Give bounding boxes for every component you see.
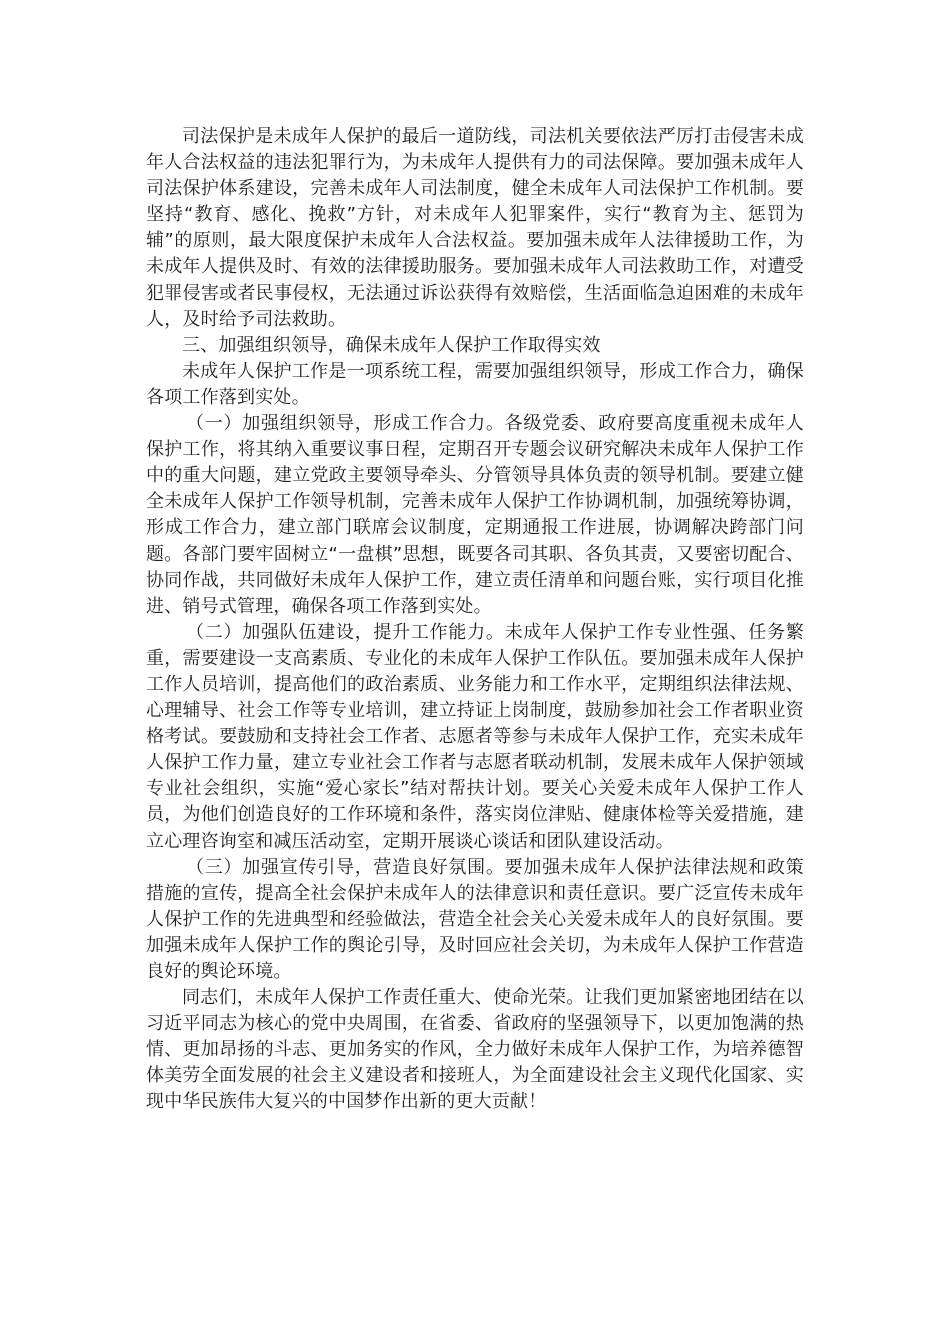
paragraph-item-three: （三）加强宣传引导，营造良好氛围。要加强未成年人保护法律法规和政策措施的宣传，提高全社会保护未成年人的法律意识和责任意识。要广泛宣传未成年人保护工作的先进典型和经验做法，营造全社会关心关爱未成年人的良好氛围。要加强未成年人保护工作的舆论引导，及时回应社会关切，为未成年人保护工作营造良好的舆论环境。 [146, 856, 804, 982]
document-body [146, 124, 804, 1116]
paragraph-closing: 同志们，未成年人保护工作责任重大、使命光荣。让我们更加紧密地团结在以习近平同志为核心的党中央周围，在省委、省政府的坚强领导下，以更加饱满的热情、更加昂扬的斗志、更加务实的作风，全力做好未成年人保护工作，为培养德智体美劳全面发展的社会主义建设者和接班人，为全面建设社会主义现代化国家、实现中华民族伟大复兴的中国梦作出新的更大贡献！ [146, 987, 804, 1113]
paragraph-item-two: （二）加强队伍建设，提升工作能力。未成年人保护工作专业性强、任务繁重，需要建设一支高素质、专业化的未成年人保护工作队伍。要加强未成年人保护工作人员培训，提高他们的政治素质、业务能力和工作水平，定期组织法律法规、心理辅导、社会工作等专业培训，建立持证上岗制度，鼓励参加社会工作者职业资格考试。要鼓励和支持社会工作者、志愿者等参与未成年人保护工作，充实未成年人保护工作力量，建立专业社会工作者与志愿者联动机制，发展未成年人保护领域专业社会组织，实施“爱心家长”结对帮扶计划。要关心关爱未成年人保护工作人员，为他们创造良好的工作环境和条件，落实岗位津贴、健康体检等关爱措施，建立心理咨询室和减压活动室，定期开展谈心谈话和团队建设活动。 [146, 621, 804, 852]
paragraph-item-one: （一）加强组织领导，形成工作合力。各级党委、政府要高度重视未成年人保护工作，将其纳入重要议事日程，定期召开专题会议研究解决未成年人保护工作中的重大问题，建立党政主要领导牵头、分管领导具体负责的领导机制。要建立健全未成年人保护工作领导机制，完善未成年人保护工作协调机制，加强统筹协调，形成工作合力，建立部门联席会议制度，定期通报工作进展，协调解决跨部门问题。各部门要牢固树立“一盘棋”思想，既要各司其职、各负其责，又要密切配合、协同作战，共同做好未成年人保护工作，建立责任清单和问题台账，实行项目化推进、销号式管理，确保各项工作落到实处。 [146, 413, 804, 617]
section-heading-three: 三、加强组织领导，确保未成年人保护工作取得实效 [182, 334, 601, 356]
paragraph-judicial-protection: 司法保护是未成年人保护的最后一道防线，司法机关要依法严厉打击侵害未成年人合法权益的违法犯罪行为，为未成年人提供有力的司法保障。要加强未成年人司法保护体系建设，完善未成年人司法制度，健全未成年人司法保护工作机制。要坚持“教育、感化、挽救”方针，对未成年人犯罪案件，实行“教育为主、惩罚为辅”的原则，最大限度保护未成年人合法权益。要加强未成年人法律援助工作，为未成年人提供及时、有效的法律援助服务。要加强未成年人司法救助工作，对遭受犯罪侵害或者民事侵权，无法通过诉讼获得有效赔偿，生活面临急迫困难的未成年人，及时给予司法救助。 [146, 126, 804, 330]
paragraph-section-intro: 未成年人保护工作是一项系统工程，需要加强组织领导，形成工作合力，确保各项工作落到实处。 [146, 360, 804, 408]
